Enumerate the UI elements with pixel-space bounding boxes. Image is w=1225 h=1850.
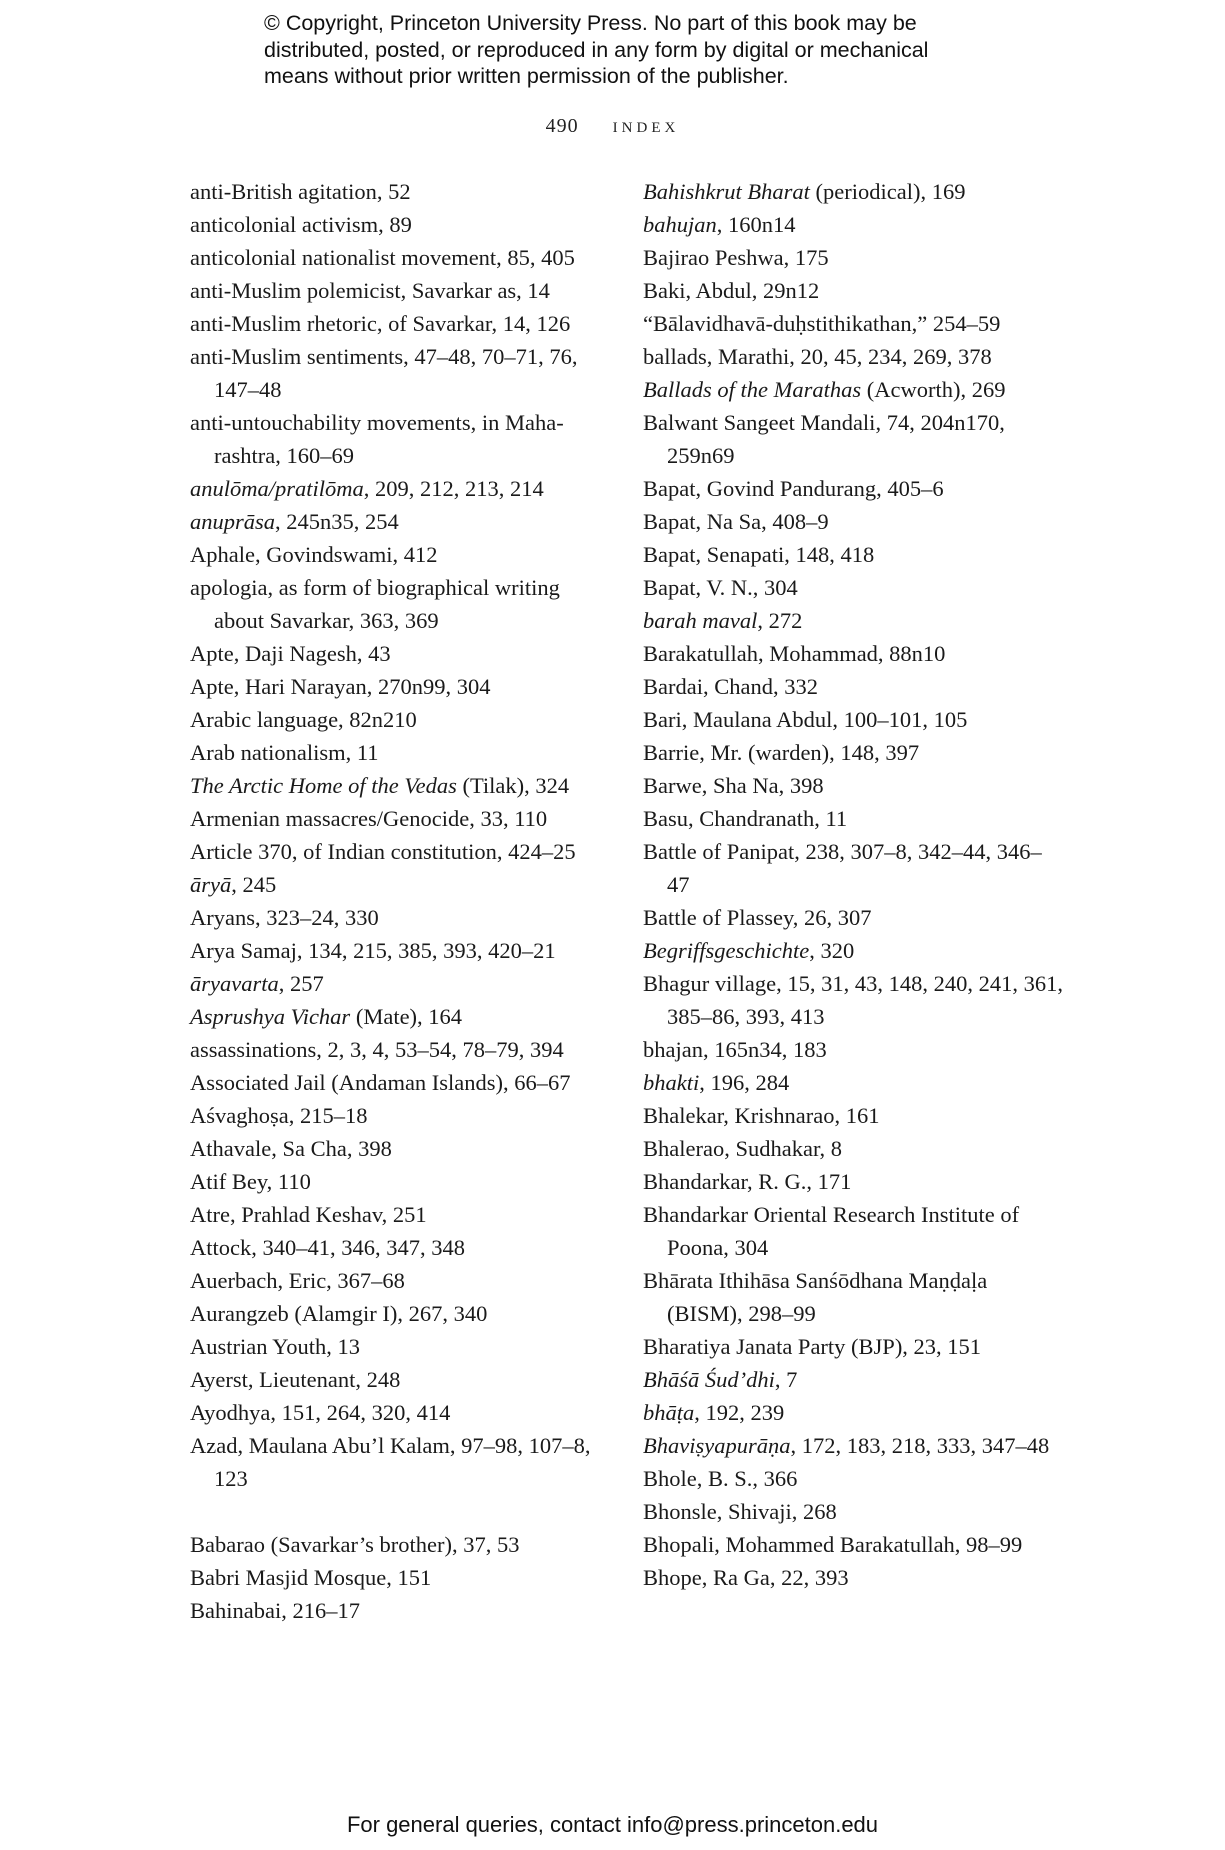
index-entry-text: Bapat, Senapati, 148, 418 [643, 542, 875, 567]
index-entry [643, 934, 1063, 967]
index-entry-text: Aryans, 323–24, 330 [190, 905, 379, 930]
index-entry [643, 1396, 1063, 1429]
index-entry-italic-term: āryavarta [190, 971, 279, 996]
copyright-notice [264, 10, 1024, 90]
index-entry [643, 604, 1063, 637]
index-entry-text: anticolonial nationalist movement, 85, 405 [190, 245, 575, 270]
index-entry-text: Bapat, V. N., 304 [643, 575, 798, 600]
index-entry-text: anti-British agitation, 52 [190, 179, 411, 204]
index-entry [643, 406, 1063, 472]
index-entry-italic-term: barah maval [643, 608, 758, 633]
index-entry-text: anti-Muslim polemicist, Savarkar as, 14 [190, 278, 550, 303]
index-entry [643, 274, 1063, 307]
index-entry-text: Bhalerao, Sudhakar, 8 [643, 1136, 843, 1161]
copyright-line: distributed, posted, or reproduced in any form by digital or mechanical [264, 37, 929, 62]
index-entry-text: Austrian Youth, 13 [190, 1334, 361, 1359]
index-entry-text: Bhope, Ra Ga, 22, 393 [643, 1565, 849, 1590]
footer-contact: For general queries, contact info@press.princeton.edu [346, 1812, 879, 1837]
index-entry-italic-term: bhāṭa [643, 1400, 695, 1425]
index-entry [190, 769, 610, 802]
index-entry-text: Bhagur village, 15, 31, 43, 148, 240, 241, 361, 385–86, 393, 413 [643, 971, 1063, 1029]
index-entry-text: Article 370, of Indian constitution, 424–25 [190, 839, 576, 864]
index-entry [190, 1429, 610, 1495]
index-entry-text: , 209, 212, 213, 214 [363, 476, 544, 501]
index-entry [643, 571, 1063, 604]
index-entry [190, 340, 610, 406]
index-entry-italic-term: The Arctic Home of the Vedas [190, 773, 457, 798]
index-entry [190, 868, 610, 901]
index-entry [643, 1429, 1063, 1462]
index-entry-text: (Tilak), 324 [456, 773, 570, 798]
index-entry-italic-term: bhakti [643, 1070, 700, 1095]
index-entry-text: Battle of Panipat, 238, 307–8, 342–44, 346–47 [643, 839, 1042, 897]
index-entry [190, 637, 610, 670]
index-entry-text: anti-Muslim rhetoric, of Savarkar, 14, 126 [190, 311, 571, 336]
index-entry [190, 1165, 610, 1198]
index-entry [643, 1165, 1063, 1198]
index-entry-text: Bhandarkar, R. G., 171 [643, 1169, 852, 1194]
index-entry [643, 1363, 1063, 1396]
index-entry-text: Basu, Chandranath, 11 [643, 806, 848, 831]
index-entry [643, 1132, 1063, 1165]
index-entry-text: Apte, Hari Narayan, 270n99, 304 [190, 674, 491, 699]
index-entry [190, 208, 610, 241]
page-number: 490 [545, 115, 579, 137]
index-entry-text: Aurangzeb (Alamgir I), 267, 340 [190, 1301, 488, 1326]
index-entry-italic-term: Bhāśā Śud’dhi [643, 1367, 775, 1392]
index-entry [643, 1099, 1063, 1132]
index-entry-text: Babri Masjid Mosque, 151 [190, 1565, 432, 1590]
index-entry-text: , 257 [278, 971, 324, 996]
index-entry [190, 274, 610, 307]
index-entry [190, 1066, 610, 1099]
index-entry [643, 736, 1063, 769]
index-entry-italic-term: bahujan [643, 212, 717, 237]
index-entry-text: Bajirao Peshwa, 175 [643, 245, 829, 270]
index-entry-text: Arya Samaj, 134, 215, 385, 393, 420–21 [190, 938, 556, 963]
index-entry-text: , 160n14 [716, 212, 796, 237]
index-entry [190, 307, 610, 340]
index-entry-text: , 320 [809, 938, 855, 963]
index-entry-text: Baki, Abdul, 29n12 [643, 278, 820, 303]
index-entry-text: Bahinabai, 216–17 [190, 1598, 360, 1623]
index-entry-text: Bhopali, Mohammed Barakatullah, 98–99 [643, 1532, 1023, 1557]
index-entry-text: Barrie, Mr. (warden), 148, 397 [643, 740, 920, 765]
index-entry-text: Apte, Daji Nagesh, 43 [190, 641, 391, 666]
index-entry [190, 934, 610, 967]
index-entry-text: bhajan, 165n34, 183 [643, 1037, 827, 1062]
index-entry-text: “Bālavidhavā-duḥstithikathan,” 254–59 [643, 311, 1001, 336]
index-entry-text: Arabic language, 82n210 [190, 707, 417, 732]
index-entry-text: anti-untouchability movements, in Maharashtra, 160–69 [190, 410, 564, 468]
index-entry [643, 1066, 1063, 1099]
index-entry-italic-term: Asprushya Vichar [190, 1004, 351, 1029]
index-entry-text: , 245 [231, 872, 277, 897]
index-entry [190, 802, 610, 835]
index-entry [643, 1264, 1063, 1330]
index-entry [190, 505, 610, 538]
index-entry [190, 1561, 610, 1594]
index-entry [190, 670, 610, 703]
index-entry-text: Bhole, B. S., 366 [643, 1466, 798, 1491]
copyright-line: means without prior written permission of the publisher. [264, 64, 789, 88]
index-entry-text: Barakatullah, Mohammad, 88n10 [643, 641, 946, 666]
index-entry-text: , 172, 183, 218, 333, 347–48 [790, 1433, 1050, 1458]
index-entry [190, 1000, 610, 1033]
index-entry-text: Bhalekar, Krishnarao, 161 [643, 1103, 880, 1128]
index-entry [190, 241, 610, 274]
index-entry-text: Auerbach, Eric, 367–68 [190, 1268, 405, 1293]
index-entry-text: , 7 [774, 1367, 798, 1392]
index-entry [190, 1594, 610, 1627]
index-entry [643, 901, 1063, 934]
index-entry-text: Balwant Sangeet Mandali, 74, 204n170, 259n69 [643, 410, 1005, 468]
index-entry [643, 1033, 1063, 1066]
index-entry [190, 1528, 610, 1561]
index-entry-text: assassinations, 2, 3, 4, 53–54, 78–79, 394 [190, 1037, 564, 1062]
index-entry-text: anti-Muslim sentiments, 47–48, 70–71, 76, 147–48 [190, 344, 578, 402]
index-entry-text: Bardai, Chand, 332 [643, 674, 818, 699]
running-head-title: index [612, 112, 680, 137]
index-entry-text: Bapat, Na Sa, 408–9 [643, 509, 829, 534]
index-entry [190, 1396, 610, 1429]
index-entry [643, 1462, 1063, 1495]
index-entry [643, 373, 1063, 406]
running-head [0, 112, 1225, 138]
index-entry-text: Atif Bey, 110 [190, 1169, 311, 1194]
index-entry-text: Bapat, Govind Pandurang, 405–6 [643, 476, 944, 501]
index-entry-text: , 192, 239 [694, 1400, 785, 1425]
index-entry-text: , 245n35, 254 [275, 509, 399, 534]
index-entry-text: Armenian massacres/Genocide, 33, 110 [190, 806, 548, 831]
index-entry [643, 241, 1063, 274]
index-entry [190, 1198, 610, 1231]
index-entry [643, 472, 1063, 505]
index-entry [190, 1363, 610, 1396]
index-entry [643, 637, 1063, 670]
letter-group-gap [190, 1495, 610, 1528]
index-entry-text: Barwe, Sha Na, 398 [643, 773, 824, 798]
index-entry-text: Bhandarkar Oriental Research Institute of Poona, 304 [643, 1202, 1020, 1260]
index-entry [190, 1264, 610, 1297]
index-entry-text: Attock, 340–41, 346, 347, 348 [190, 1235, 465, 1260]
index-entry-text: Atre, Prahlad Keshav, 251 [190, 1202, 427, 1227]
index-entry [190, 1132, 610, 1165]
index-entry [643, 670, 1063, 703]
index-entry-text: Bari, Maulana Abdul, 100–101, 105 [643, 707, 968, 732]
index-entry [643, 175, 1063, 208]
index-entry [643, 769, 1063, 802]
index-entry [643, 1330, 1063, 1363]
index-entry [643, 538, 1063, 571]
index-entry [190, 1297, 610, 1330]
index-entry [190, 1330, 610, 1363]
index-entry [190, 1231, 610, 1264]
index-entry-italic-term: anulōma/pratilōma [190, 476, 364, 501]
index-entry-text: Ayodhya, 151, 264, 320, 414 [190, 1400, 451, 1425]
index-entry-text: Athavale, Sa Cha, 398 [190, 1136, 392, 1161]
index-entry-text: Bharatiya Janata Party (BJP), 23, 151 [643, 1334, 982, 1359]
index-entry-italic-term: Begriffsgeschichte [643, 938, 810, 963]
index-entry-text: Arab nationalism, 11 [190, 740, 379, 765]
index-entry-italic-term: Bhaviṣyapurāṇa [643, 1433, 791, 1458]
index-entry-text: (Mate), 164 [350, 1004, 463, 1029]
index-entry [643, 505, 1063, 538]
index-entry-text: apologia, as form of biographical writing about Savarkar, 363, 369 [190, 575, 560, 633]
index-entry [190, 835, 610, 868]
index-entry-text: Bhārata Ithihāsa Sanśōdhana Maṇḍaḷa (BISM), 298–99 [643, 1268, 988, 1326]
index-entry [643, 307, 1063, 340]
index-entry-text: Battle of Plassey, 26, 307 [643, 905, 872, 930]
copyright-line: © Copyright, Princeton University Press. No part of this book may be [264, 11, 917, 35]
index-entry [190, 472, 610, 505]
index-entry [643, 208, 1063, 241]
index-entry-italic-term: Ballads of the Marathas [643, 377, 862, 402]
index-entry-text: Aśvaghoṣa, 215–18 [190, 1103, 368, 1128]
index-entry-text: Associated Jail (Andaman Islands), 66–67 [190, 1070, 571, 1095]
index-entry-text: Aphale, Govindswami, 412 [190, 542, 438, 567]
index-entry [643, 1561, 1063, 1594]
index-entry-text: Azad, Maulana Abu’l Kalam, 97–98, 107–8, 123 [190, 1433, 591, 1491]
index-entry-italic-term: Bahishkrut Bharat [643, 179, 810, 204]
index-column-left [190, 175, 610, 1627]
index-entry-text: , 272 [757, 608, 803, 633]
index-entry-text: (Acworth), 269 [861, 377, 1006, 402]
index-entry-text: ballads, Marathi, 20, 45, 234, 269, 378 [643, 344, 992, 369]
index-entry [643, 802, 1063, 835]
index-entry [190, 175, 610, 208]
index-entry-text: anticolonial activism, 89 [190, 212, 412, 237]
index-entry [190, 1033, 610, 1066]
index-entry [190, 571, 610, 637]
index-entry [190, 1099, 610, 1132]
index-entry [643, 1528, 1063, 1561]
index-entry [643, 1198, 1063, 1264]
index-entry [190, 538, 610, 571]
index-column-right [643, 175, 1063, 1594]
index-entry [190, 736, 610, 769]
index-entry-italic-term: anuprāsa [190, 509, 276, 534]
index-entry-text: , 196, 284 [699, 1070, 790, 1095]
index-entry-text: Babarao (Savarkar’s brother), 37, 53 [190, 1532, 520, 1557]
index-entry [643, 1495, 1063, 1528]
index-entry-text: Ayerst, Lieutenant, 248 [190, 1367, 401, 1392]
index-entry [643, 835, 1063, 901]
index-entry-italic-term: āryā [190, 872, 232, 897]
index-entry [190, 967, 610, 1000]
index-entry [190, 703, 610, 736]
index-entry [643, 340, 1063, 373]
index-entry [190, 901, 610, 934]
index-entry-text: (periodical), 169 [809, 179, 966, 204]
index-entry [190, 406, 610, 472]
index-entry-text: Bhonsle, Shivaji, 268 [643, 1499, 837, 1524]
index-entry [643, 703, 1063, 736]
index-entry [643, 967, 1063, 1033]
